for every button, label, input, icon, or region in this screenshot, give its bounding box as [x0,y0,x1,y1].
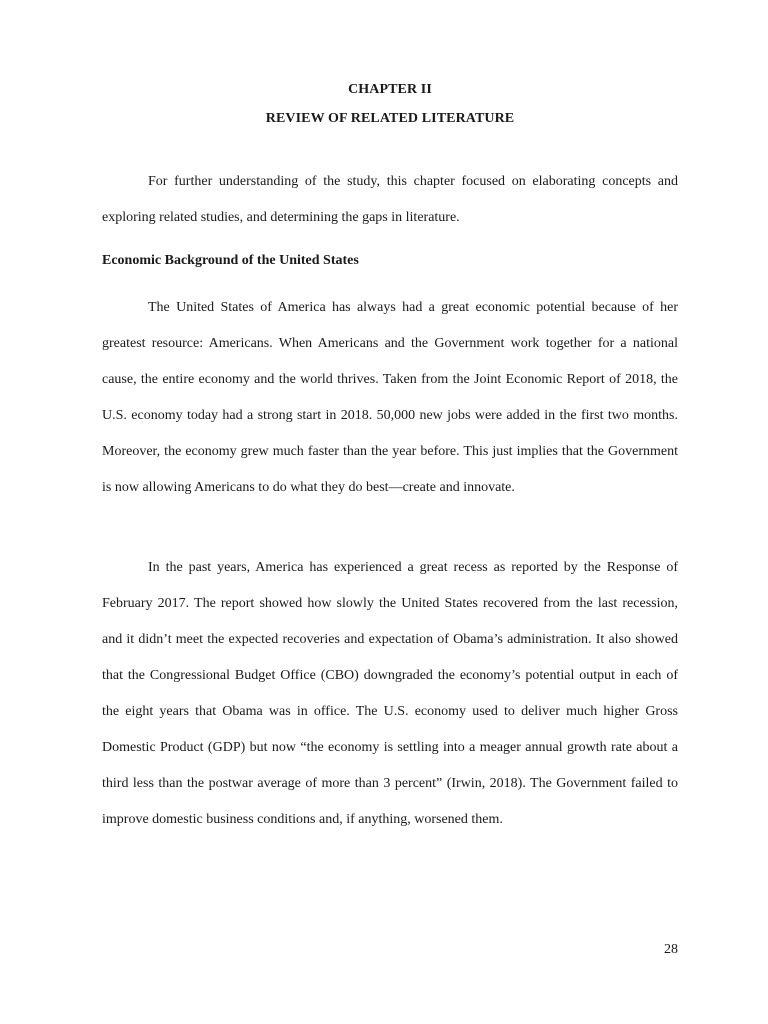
chapter-title: REVIEW OF RELATED LITERATURE [265,111,515,126]
page-number: 28 [664,942,678,957]
section-heading: Economic Background of the United States [102,253,359,268]
body-paragraph: The United States of America has always had a great economic potential because of her greatest resource: Americans. When Americans and the Government work together for a national cause, the entire economy and the world thrives. Taken from the Joint Economic Report of 2018, the U.S. economy today had a strong start in 2018. 50,000 new jobs were added in the first two months. Moreover, the economy grew much faster than the year before. This just implies that the Government is now allowing Americans to do what they do best—create and innovate. [102,300,678,495]
chapter-label: CHAPTER II [348,82,432,97]
intro-paragraph: For further understanding of the study, this chapter focused on elaborating concepts and exploring related studies, and determining the gaps in literature. [102,174,678,225]
body-paragraph: In the past years, America has experienced a great recess as reported by the Response of February 2017. The report showed how slowly the United States recovered from the last recession, and it didn’t meet the expected recoveries and expectation of Obama’s administration. It also showed that the Congressional Budget Office (CBO) downgraded the economy’s potential output in each of the eight years that Obama was in office. The U.S. economy used to deliver much higher Gross Domestic Product (GDP) but now “the economy is settling into a meager annual growth rate about a third less than the postwar average of more than 3 percent” (Irwin, 2018). The Government failed to improve domestic business conditions and, if anything, worsened them. [102,560,678,827]
